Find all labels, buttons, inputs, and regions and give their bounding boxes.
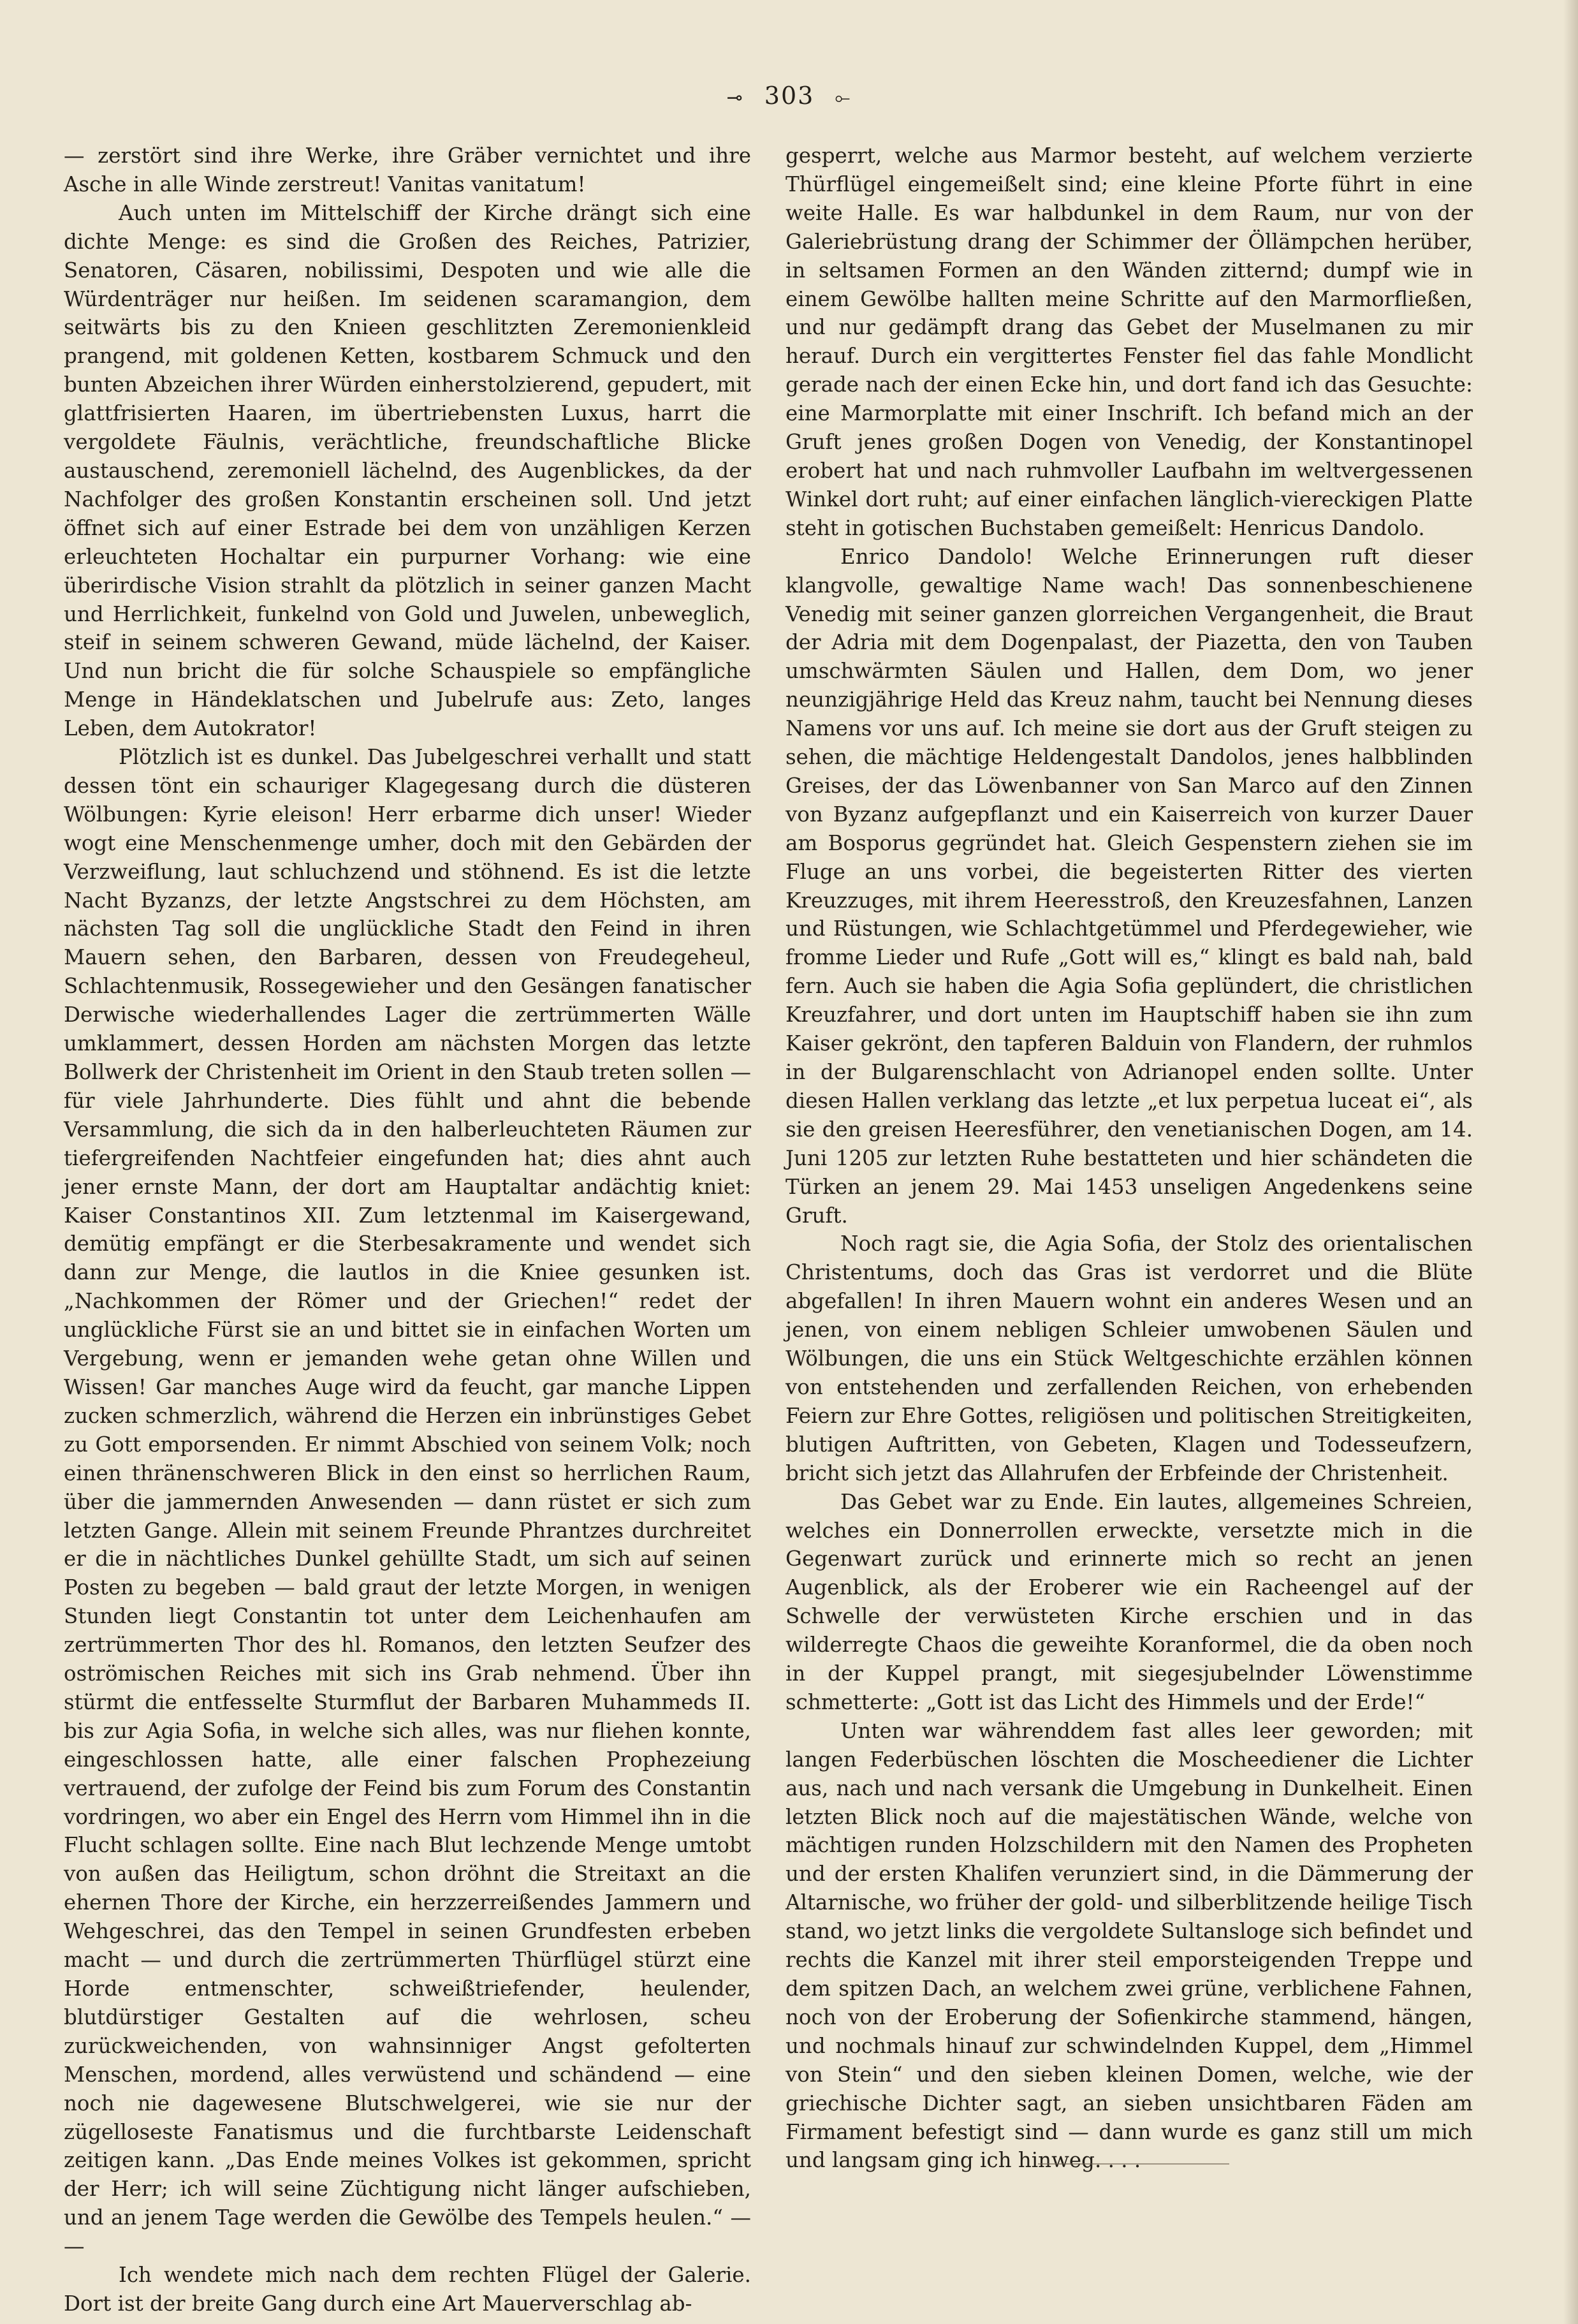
paragraph: Noch ragt sie, die Agia Sofia, der Stolz des orientalischen Christentums, doch das Gras ist verdorret und die Blüte abgefallen! In ihren Mauern wohnt ein anderes Wesen und an jenen, von einem nebligen Schleier umwobenen Säulen und Wölbungen, die uns ein Stück Weltgeschichte erzählen können von entstehenden und zerfallenden Reichen, von erhebenden Feiern zur Ehre Gottes, religiösen und politischen Streitigkeiten, blutigen Auftritten, von Gebeten, Klagen und Todesseufzern, bricht sich jetzt das Allahrufen der Erbfeinde der Christenheit. (785, 1232, 1473, 1485)
paragraph: gesperrt, welche aus Marmor besteht, auf welchem verzierte Thürflügel eingemeißelt sind; eine kleine Pforte führt in eine weite Halle. Es war halbdunkel in dem Raum, nur von der Galeriebrüstung drang der Schimmer der Öllämpchen herüber, in seltsamen Formen an den Wänden zitternd; dumpf wie in einem Gewölbe hallten meine Schritte auf den Marmorfließen, und nur gedämpft drang das Gebet der Muselmanen zu mir herauf. Durch ein vergittertes Fenster fiel das fahle Mondlicht gerade nach der einen Ecke hin, und dort fand ich das Gesuchte: eine Marmorplatte mit einer Inschrift. Ich befand mich an der Gruft jenes großen Dogen von Venedig, der Konstantinopel erobert hat und nach ruhmvoller Laufbahn im weltvergessenen Winkel dort ruht; auf einer einfachen länglich-viereckigen Platte steht in gotischen Buchstaben gemeißelt: Henricus Dandolo. (785, 143, 1473, 540)
paragraph: Unten war währenddem fast alles leer geworden; mit langen Federbüschen löschten die Moscheediener die Lichter aus, nach und nach versank die Umgebung in Dunkelheit. Einen letzten Blick noch auf die majestätischen Wände, welche von mächtigen runden Holzschildern mit den Namen des Propheten und der ersten Khalifen verunziert sind, in die Dämmerung der Altarnische, wo früher der gold- und silberblitzende heilige Tisch stand, wo jetzt links die vergoldete Sultansloge sich befindet und rechts die Kanzel mit ihrer steil emporsteigenden Treppe und dem spitzen Dach, an welchem zwei grüne, verblichene Fahnen, noch von der Eroberung der Sofienkirche stammend, hängen, und nochmals hinauf zur schwindelnden Kuppel, dem „Himmel von Stein“ und den sieben kleinen Domen, welche, wie der griechische Dichter sagt, an sieben unsichtbaren Fäden am Firmament befestigt sind — dann wurde es ganz still um mich und langsam ging ich hinweg. . . . (785, 1718, 1473, 2173)
paragraph: — zerstört sind ihre Werke, ihre Gräber vernichtet und ihre Asche in alle Winde zerstreut! Vanitas vanitatum! (64, 143, 751, 196)
page-header (0, 82, 1578, 110)
paragraph: Ich wendete mich nach dem rechten Flügel der Galerie. Dort ist der breite Gang durch eine Art Mauerverschlag ab- (64, 2263, 751, 2316)
end-divider (1038, 2163, 1229, 2165)
ornament-right-icon: ⟜ (835, 87, 852, 109)
right-column (785, 142, 1473, 2175)
paragraph: Enrico Dandolo! Welche Erinnerungen ruft dieser klangvolle, gewaltige Name wach! Das sonnenbeschienene Venedig mit seiner ganzen glorreichen Vergangenheit, die Braut der Adria mit dem Dogenpalast, der Piazetta, den von Tauben umschwärmten Säulen und Hallen, dem Dom, wo jener neunzigjährige Held das Kreuz nahm, taucht bei Nennung dieses Namens vor uns auf. Ich meine sie dort aus der Gruft steigen zu sehen, die mächtige Heldengestalt Dandolos, jenes halbblinden Greises, der das Löwenbanner von San Marco auf den Zinnen von Byzanz aufgepflanzt und ein Kaiserreich von kurzer Dauer am Bosporus gegründet hat. Gleich Gespenstern ziehen sie im Fluge an uns vorbei, die begeisterten Ritter des vierten Kreuzzuges, mit ihrem Heeresstroß, den Kreuzesfahnen, Lanzen und Rüstungen, wie Schlachtgetümmel und Pferdegewieher, wie fromme Lieder und Rufe „Gott will es,“ klingt es bald nah, bald fern. Auch sie haben die Agia Sofia geplündert, die christlichen Kreuzfahrer, und dort unten im Hauptschiff haben sie ihn zum Kaiser gekrönt, den tapferen Balduin von Flandern, der ruhmlos in der Bulgarenschlacht von Adrianopel enden sollte. Unter diesen Hallen verklang das letzte „et lux perpetua luceat ei“, als sie den greisen Heeresführer, den venetianischen Dogen, am 14. Juni 1205 zur letzten Ruhe bestatteten und hier schändeten die Türken an jenem 29. Mai 1453 unseligen Angedenkens seine Gruft. (785, 544, 1473, 1228)
paragraph: Das Gebet war zu Ende. Ein lautes, allgemeines Schreien, welches ein Donnerrollen erweckte, versetzte mich in die Gegenwart zurück und erinnerte mich so recht an jenen Augenblick, als der Eroberer wie ein Racheengel auf der Schwelle der verwüsteten Kirche erschien und in das wilderregte Chaos die geweihte Koranformel, die da oben noch in der Kuppel prangt, mit siegesjubelnder Löwenstimme schmetterte: „Gott ist das Licht des Himmels und der Erde!“ (785, 1489, 1473, 1714)
ornament-left-icon: ⊸ (726, 87, 744, 109)
paragraph: Plötzlich ist es dunkel. Das Jubelgeschrei verhallt und statt dessen tönt ein schauriger Klagegesang durch die düsteren Wölbungen: Kyrie eleison! Herr erbarme dich unser! Wieder wogt eine Menschenmenge umher, doch mit den Gebärden der Verzweiflung, laut schluchzend und stöhnend. Es ist die letzte Nacht Byzanzs, der letzte Angstschrei zu dem Höchsten, am nächsten Tag soll die unglückliche Stadt den Feind in ihren Mauern sehen, den Barbaren, dessen von Freudegeheul, Schlachtenmusik, Rossegewieher und den Gesängen fanatischer Derwische wiederhallendes Lager die zertrümmerten Wälle umklammert, dessen Horden am nächsten Morgen das letzte Bollwerk der Christenheit im Orient in den Staub treten sollen — für viele Jahrhunderte. Dies fühlt und ahnt die bebende Versammlung, die sich da in den halberleuchteten Räumen zur tiefergreifenden Nachtfeier eingefunden hat; dies ahnt auch jener ernste Mann, der dort am Hauptaltar andächtig kniet: Kaiser Constantinos XII. Zum letztenmal im Kaisergewand, demütig empfängt er die Sterbesakramente und wendet sich dann zur Menge, die lautlos in die Kniee gesunken ist. „Nachkommen der Römer und der Griechen!“ redet der unglückliche Fürst sie an und bittet sie in einfachen Worten um Vergebung, wenn er jemanden wehe getan ohne Willen und Wissen! Gar manches Auge wird da feucht, gar manche Lippen zucken schmerzlich, während die Herzen ein inbrünstiges Gebet zu Gott emporsenden. Er nimmt Abschied von seinem Volk; noch einen thränenschweren Blick in den einst so herrlichen Raum, über die jammernden Anwesenden — dann rüstet er sich zum letzten Gange. Allein mit seinem Freunde Phrantzes durchreitet er die in nächtliches Dunkel gehüllte Stadt, um sich auf seinen Posten zu begeben — bald graut der letzte Morgen, in wenigen Stunden liegt Constantin tot unter dem Leichenhaufen am zertrümmerten Thor des hl. Romanos, den letzten Seufzer des oströmischen Reiches mit sich ins Grab nehmend. Über ihn stürmt die entfesselte Sturmflut der Barbaren Muhammeds II. bis zur Agia Sofia, in welche sich alles, was nur fliehen konnte, eingeschlossen hatte, alle einer falschen Prophezeiung vertrauend, der zufolge der Feind bis zum Forum des Constantin vordringen, wo aber ein Engel des Herrn vom Himmel ihn in die Flucht schlagen sollte. Eine nach Blut lechzende Menge umtobt von außen das Heiligtum, schon dröhnt die Streitaxt an die ehernen Thore der Kirche, ein herzzerreißendes Jammern und Wehgeschrei, das den Tempel in seinen Grundfesten erbeben macht — und durch die zertrümmerten Thürflügel stürzt eine Horde entmenschter, schweißtriefender, heulender, blutdürstiger Gestalten auf die wehrlosen, scheu zurückweichenden, von wahnsinniger Angst gefolterten Menschen, mordend, alles verwüstend und schändend — eine noch nie dagewesene Blutschwelgerei, wie sie nur der zügelloseste Fanatismus und die furchtbarste Leidenschaft zeitigen kann. „Das Ende meines Volkes ist gekommen, spricht der Herr; ich will seine Züchtigung nicht länger aufschieben, und an jenem Tage werden die Gewölbe des Tempels heulen.“ — — (64, 745, 751, 2259)
paragraph: Auch unten im Mittelschiff der Kirche drängt sich eine dichte Menge: es sind die Großen des Reiches, Patrizier, Senatoren, Cäsaren, nobilissimi, Despoten und wie alle die Würdenträger nur heißen. Im seidenen scaramangion, dem seitwärts bis zu den Knieen geschlitzten Zeremonienkleid prangend, mit goldenen Ketten, kostbarem Schmuck und den bunten Abzeichen ihrer Würden einherstolzierend, gepudert, mit glattfrisierten Haaren, im übertriebensten Luxus, harrt die vergoldete Fäulnis, verächtliche, freundschaftliche Blicke austauschend, zeremoniell lächelnd, des Augenblickes, da der Nachfolger des großen Konstantin erscheinen soll. Und jetzt öffnet sich auf einer Estrade bei dem von unzähligen Kerzen erleuchteten Hochaltar ein purpurner Vorhang: wie eine überirdische Vision strahlt da plötzlich in seiner ganzen Macht und Herrlichkeit, funkelnd von Gold und Juwelen, unbeweglich, steif in seinem schweren Gewand, müde lächelnd, der Kaiser. Und nun bricht die für solche Schauspiele so empfängliche Menge in Händeklatschen und Jubelrufe aus: Zeto, langes Leben, dem Autokrator! (64, 200, 751, 741)
page-edge-shadow (1563, 0, 1578, 2324)
left-column (64, 142, 751, 2318)
page-number: 303 (764, 82, 815, 110)
